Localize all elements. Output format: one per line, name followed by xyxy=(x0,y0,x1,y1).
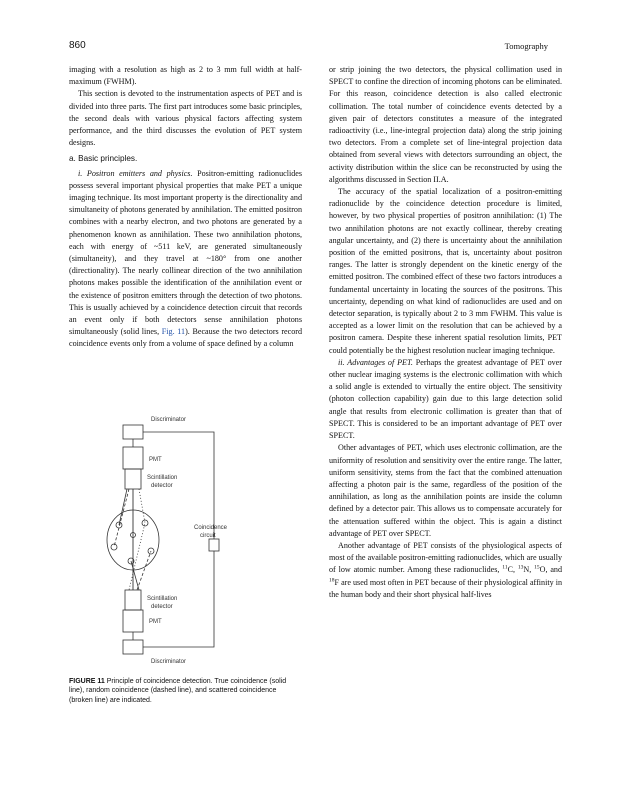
right-column xyxy=(329,64,562,601)
scintillator-bottom-box xyxy=(125,590,141,610)
coincidence-diagram xyxy=(69,405,302,665)
mass-number: 13 xyxy=(517,564,524,571)
pmt-bottom-box xyxy=(123,610,143,632)
caption-label: FIGURE 11 xyxy=(69,678,105,685)
coincidence-circuit-box xyxy=(209,539,219,551)
label-scintillation-top: Scintillation xyxy=(147,475,178,481)
element: C, xyxy=(507,565,518,575)
paragraph: Other advantages of PET, which uses electronic collimation, are the uniformity of resolution and sensitivity over the entire range. The latter, uniform sensitivity, stems from the fact that the combined attenuation affecting a photon pair is the same, regardless of the position of the annihilation, as long as the annihilation points are inside the column defined by a detector pair. This allows us to compensate accurately for the attenuation suffered within the object. This is again a distinct advantage of PET over SPECT. xyxy=(329,443,562,538)
label-scintillation-bottom: Scintillation xyxy=(147,596,178,602)
page-number: 860 xyxy=(69,40,86,51)
section-heading: a. Basic principles. xyxy=(69,154,138,164)
mass-number: 18 xyxy=(329,576,335,583)
label-detector-top: detector xyxy=(151,483,173,489)
paragraph: imaging with a resolution as high as 2 to 3 mm full width at half-maximum (FWHM). xyxy=(69,65,302,87)
label-pmt-top: PMT xyxy=(149,457,162,463)
caption-text: Principle of coincidence detection. True coincidence (solid line), random coincidence (dashed line), and scattered coincidence (broken line) are indicated. xyxy=(69,678,287,704)
paragraph-text: are used most often in PET because of their physiological affinity in the human body and their short physical half-lives xyxy=(329,577,562,599)
label-discriminator-bottom: Discriminator xyxy=(151,659,187,665)
label-coincidence: Coincidence xyxy=(194,525,228,531)
label-circuit: circuit xyxy=(200,533,216,539)
running-title: Tomography xyxy=(504,41,548,51)
discriminator-top-box xyxy=(123,425,143,439)
paragraph: or strip joining the two detectors, the physical collimation used in SPECT to confine the direction of incoming photons can be eliminated. For this reason, coincidence detection is also called electronic collimation. The total number of coincidence events detected by a given pair of detectors constitutes a measure of the integrated radioactivity (i.e., line-integral projection data) along the strip joining two detectors. From a complete set of line-integral projection data obtained from several views with detectors surrounding an object, the activity distribution within the slice can be reconstructed by using the algorithms discussed in Section II.A. xyxy=(329,65,562,184)
element: O, and xyxy=(539,565,563,575)
run-in-heading: ii. Advantages of PET. xyxy=(338,357,413,367)
paragraph-text: ). Because the two detectors record coincidence events only from a volume of space defined by a column xyxy=(69,327,303,349)
element: N, xyxy=(523,565,535,575)
paragraph-text: Positron-emitting radionuclides possess several important physical properties that make PET a unique imaging technique. Its most important property is the directionality and simultaneity of photons generated by annihilation. The emitted positron combines with a nearby electron, and two photons are generated by a phenomenon known as annihilation. These two annihilation photons, each with energy of ~511 keV, are generated simultaneously (simultaneity), and they travel at ~180° from one another (directionality). The nearly collinear direction of the two annihilation photons makes possible the identification of the annihilation event or the existence of positron emitters through the detection of two photons. This is usually achieved by a coincidence detection circuit that records an event only if both detectors sense annihilation photons simultaneously (solid lines, xyxy=(69,168,302,337)
paragraph: The accuracy of the spatial localization of a positron-emitting radionuclide by the coincidence detection procedure is limited, however, by two physical properties of positron annihilation: (1) The two annihilation photons are not exactly collinear, thereby creating angular uncertainty, and (2) there is uncertainty about the annihilation position of the emitted positrons, that is, uncertainty about positron ranges. The latter is strongly dependent on the kinetic energy of the emitted positron. The combined effect of these two factors introduces a fundamental uncertainty in locating the sources of the positrons. This uncertainty, depending on what kind of radionuclides are used and on detector separation, is typically about 2 to 3 mm FWHM. This value is accepted as a lower limit on the resolution that can be achieved by a positron camera. Despite these inherent spatial resolution limits, PET could potentially be the highest resolution nuclear imaging technique. xyxy=(329,187,562,355)
paragraph xyxy=(329,540,562,601)
element: F xyxy=(334,577,340,587)
left-column xyxy=(69,64,302,351)
label-pmt-bottom: PMT xyxy=(149,619,162,625)
figure-caption xyxy=(69,677,302,705)
label-detector-bottom: detector xyxy=(151,604,173,610)
figure-link[interactable]: Fig. 11 xyxy=(161,327,186,337)
paragraph xyxy=(329,357,562,442)
figure-11 xyxy=(69,405,302,665)
paragraph: This section is devoted to the instrumentation aspects of PET and is divided into three parts. The first part introduces some basic principles, the second deals with various physical factors affecting system performance, and the third discusses the evolution of PET system designs. xyxy=(69,89,302,148)
paragraph-text: Perhaps the greatest advantage of PET over other nuclear imaging systems is the electronic collimation with which a solid angle is extended to virtually the entire object. The sensitivity (photon collection capability) gain due to this large detection solid angle that results from electronic collimation is greater than that of SPECT. This is considered to be an important advantage of PET over SPECT. xyxy=(329,357,562,441)
run-in-heading: i. Positron emitters and physics. xyxy=(78,168,193,178)
mass-number: 11 xyxy=(502,564,508,571)
paragraph xyxy=(69,168,302,351)
label-discriminator-top: Discriminator xyxy=(151,417,187,423)
pmt-top-box xyxy=(123,447,143,469)
paragraph-text: Another advantage of PET consists of the physiological aspects of most of the available positron-emitting radionuclides, which are usually of low atomic number. Among these radionuclides, xyxy=(329,540,562,575)
mass-number: 15 xyxy=(534,564,540,571)
discriminator-bottom-box xyxy=(123,640,143,654)
scintillator-top-box xyxy=(125,469,141,489)
